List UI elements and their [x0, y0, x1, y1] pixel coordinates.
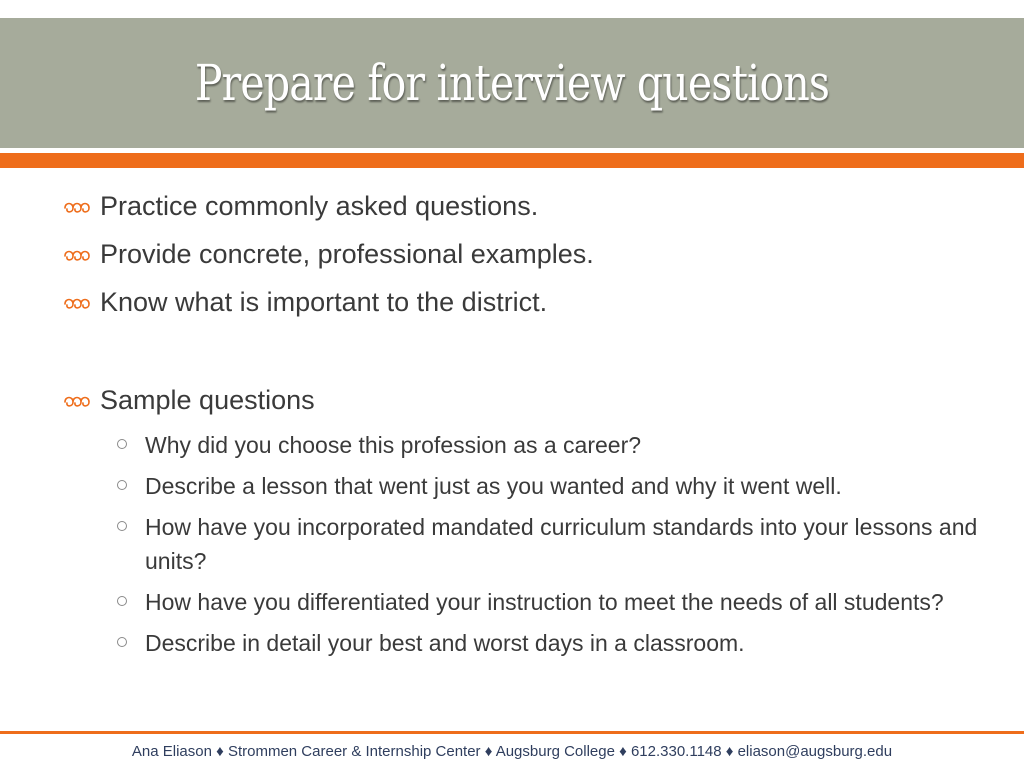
- hollow-circle-bullet-icon: [117, 521, 127, 531]
- slide-title: Prepare for interview questions: [194, 54, 830, 112]
- sample-questions-heading: [60, 380, 980, 428]
- hollow-circle-bullet-icon: [117, 596, 127, 606]
- bullet-item: [60, 186, 980, 234]
- accent-bar: [0, 153, 1024, 168]
- hollow-circle-bullet-icon: [117, 439, 127, 449]
- swirl-bullet-icon: [62, 188, 92, 224]
- bullet-item: [60, 282, 980, 330]
- bullet-item: [60, 234, 980, 282]
- sample-question-item: [60, 626, 980, 660]
- title-band: [0, 18, 1024, 148]
- hollow-circle-bullet-icon: [117, 480, 127, 490]
- bullet-text: Know what is important to the district.: [100, 287, 548, 317]
- sample-question-text: Why did you choose this profession as a career?: [145, 432, 642, 458]
- footer-rule: [0, 731, 1024, 734]
- bullet-text: Provide concrete, professional examples.: [100, 239, 594, 269]
- sample-question-item: [60, 585, 980, 619]
- content-area: [60, 186, 980, 667]
- sample-question-text: How have you incorporated mandated curriculum standards into your lessons and units?: [145, 514, 978, 574]
- sample-question-text: Describe in detail your best and worst days in a classroom.: [145, 630, 745, 656]
- hollow-circle-bullet-icon: [117, 637, 127, 647]
- footer-contact-info: Ana Eliason ♦ Strommen Career & Internship Center ♦ Augsburg College ♦ 612.330.1148 ♦ eliason@augsburg.edu: [131, 743, 893, 760]
- sample-question-item: [60, 469, 980, 503]
- spacer: [60, 330, 980, 380]
- sample-question-text: Describe a lesson that went just as you wanted and why it went well.: [145, 473, 842, 499]
- swirl-bullet-icon: [62, 236, 92, 272]
- bullet-text: Sample questions: [100, 385, 315, 415]
- bullet-text: Practice commonly asked questions.: [100, 191, 539, 221]
- swirl-bullet-icon: [62, 284, 92, 320]
- sample-question-item: [60, 428, 980, 462]
- sample-question-item: [60, 510, 980, 578]
- swirl-bullet-icon: [62, 382, 92, 418]
- sample-question-text: How have you differentiated your instruction to meet the needs of all students?: [145, 589, 944, 615]
